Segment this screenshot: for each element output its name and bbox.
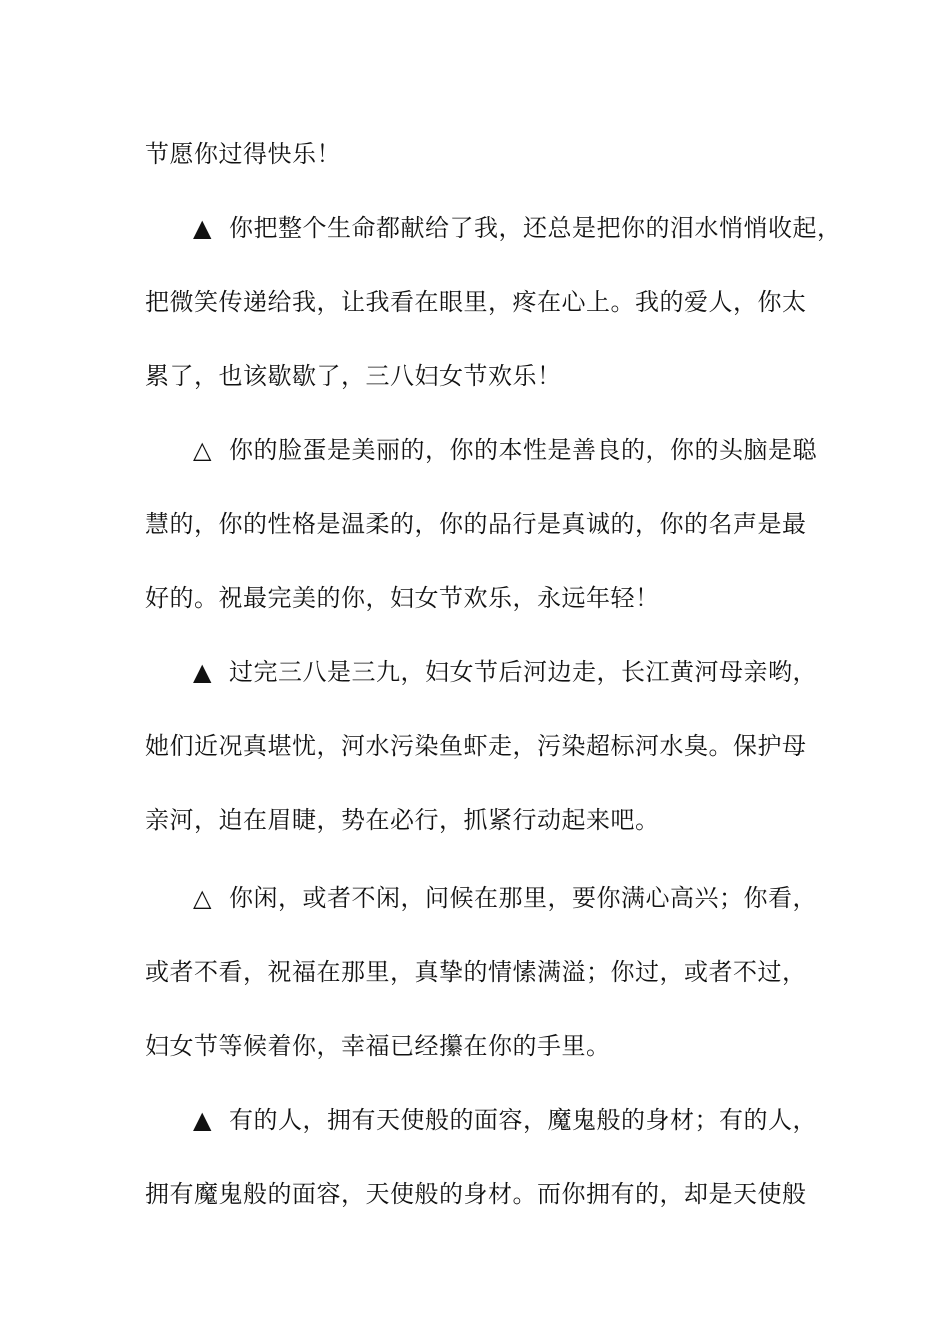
- text-line: 拥有魔鬼般的面容，天使般的身材。而你拥有的，却是天使般: [145, 1180, 807, 1208]
- text-line: 亲河，迫在眉睫，势在必行，抓紧行动起来吧。: [145, 806, 660, 834]
- text-line: 妇女节等候着你，幸福已经攥在你的手里。: [145, 1032, 611, 1060]
- text-line: [193, 878, 873, 918]
- bullet-outline-triangle-icon: △: [193, 884, 212, 912]
- text-line: [193, 1100, 873, 1140]
- bullet-outline-triangle-icon: △: [193, 436, 212, 464]
- text-line: 好的。祝最完美的你，妇女节欢乐，永远年轻！: [145, 584, 660, 612]
- bullet-filled-triangle-icon: ▲: [193, 214, 212, 242]
- text-line: 累了，也该歇歇了，三八妇女节欢乐！: [145, 362, 562, 390]
- text-span: 有的人，拥有天使般的面容，魔鬼般的身材；有的人，: [229, 1106, 817, 1134]
- text-span: 过完三八是三九，妇女节后河边走，长江黄河母亲哟，: [229, 658, 817, 686]
- text-line: 慧的，你的性格是温柔的，你的品行是真诚的，你的名声是最: [145, 510, 807, 538]
- text-line: 或者不看，祝福在那里，真挚的情愫满溢；你过，或者不过，: [145, 958, 807, 986]
- text-line: [193, 208, 873, 248]
- text-line: [193, 430, 873, 470]
- text-line: [193, 652, 873, 692]
- text-line: 她们近况真堪忧，河水污染鱼虾走，污染超标河水臭。保护母: [145, 732, 807, 760]
- text-line: 把微笑传递给我，让我看在眼里，疼在心上。我的爱人，你太: [145, 288, 807, 316]
- text-span: 你把整个生命都献给了我，还总是把你的泪水悄悄收起，: [229, 214, 842, 242]
- bullet-filled-triangle-icon: ▲: [193, 1106, 212, 1134]
- text-span: 你闲，或者不闲，问候在那里，要你满心高兴；你看，: [229, 884, 817, 912]
- bullet-filled-triangle-icon: ▲: [193, 658, 212, 686]
- text-line: 节愿你过得快乐！: [145, 140, 341, 168]
- text-span: 你的脸蛋是美丽的，你的本性是善良的，你的头脑是聪: [229, 436, 817, 464]
